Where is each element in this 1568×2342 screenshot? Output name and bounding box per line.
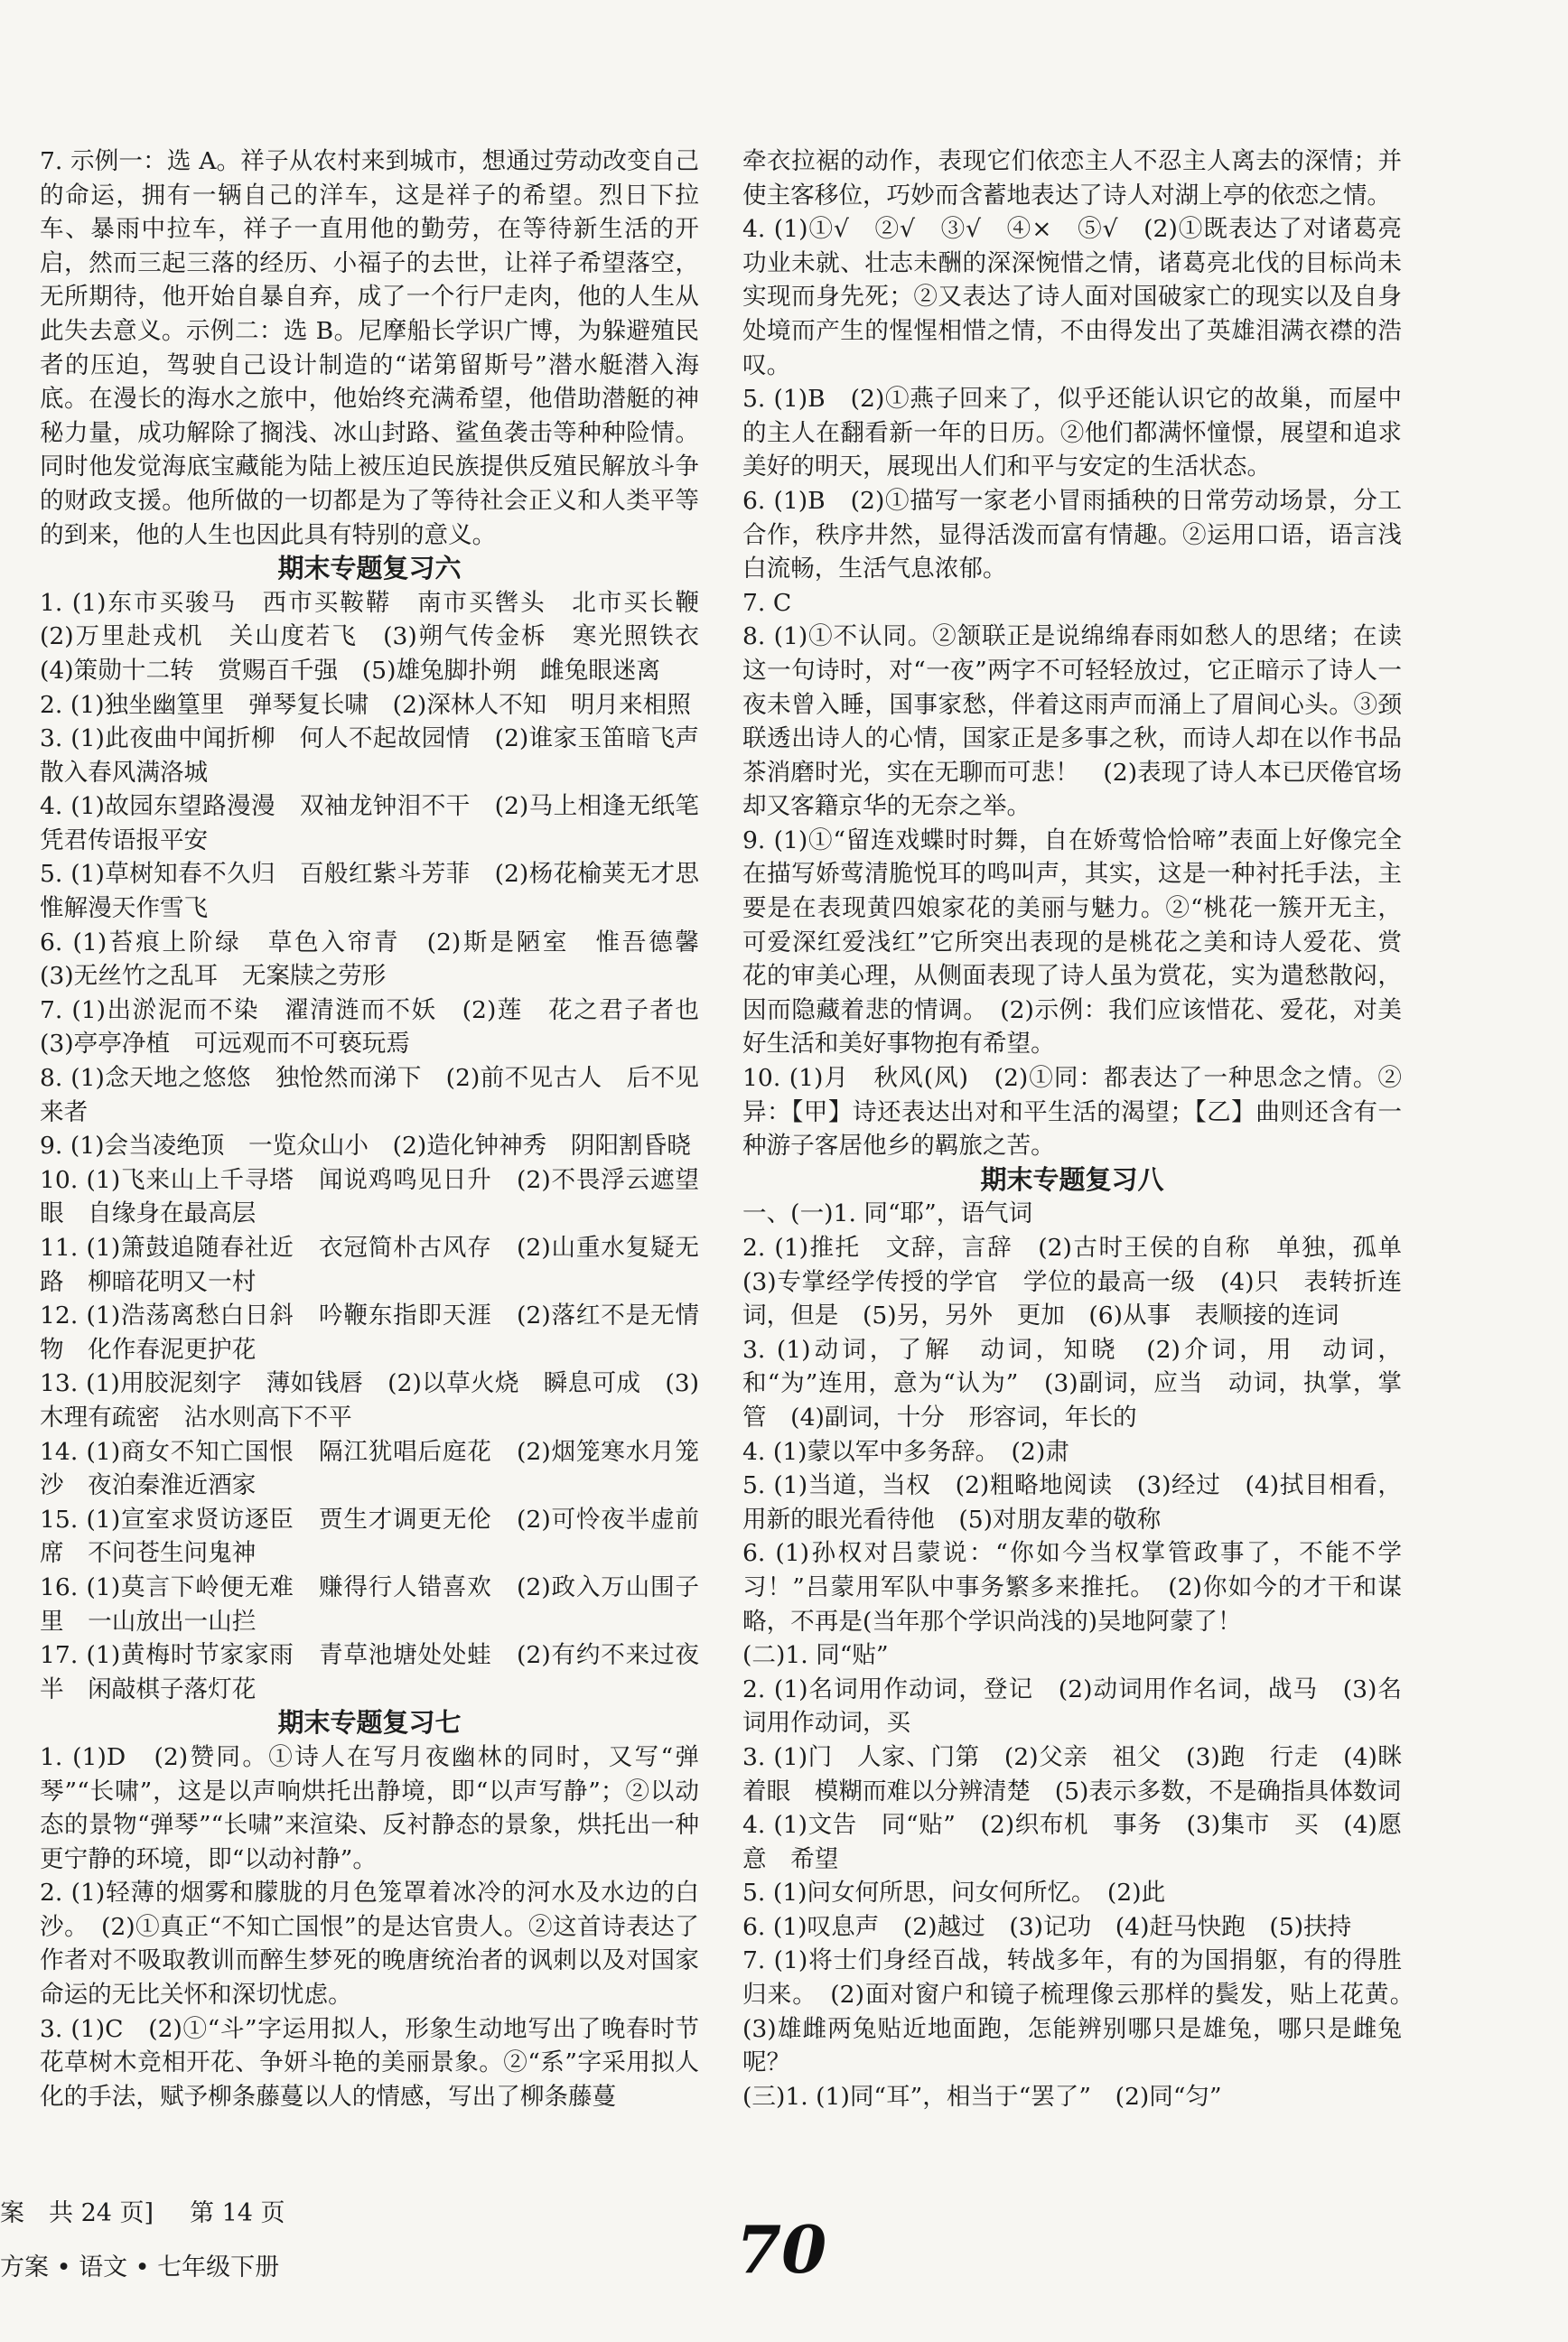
answer-paragraph: 一、(一)1. 同“耶”，语气词 <box>742 1199 1033 1228</box>
answer-paragraph: 2. (1)轻薄的烟雾和朦胧的月色笼罩着冰冷的河水及水边的白沙。 (2)①真正“不知亡国恨”的是达官贵人。②这首诗表达了作者对不吸取教训而醉生梦死的晚唐统治者的讽刺以及对国家命运的无比关怀和深切忧虑。 <box>40 1879 699 2010</box>
answer-paragraph: (三)1. (1)同“耳”，相当于“罢了” (2)同“匀” <box>742 2082 1222 2111</box>
answer-paragraph: 4. (1)文告 同“贴” (2)织布机 事务 (3)集市 买 (4)愿意 希望 <box>742 1811 1402 1873</box>
answer-paragraph: 1. (1)D (2)赞同。①诗人在写月夜幽林的同时，又写“弹琴”“长啸”，这是以声响烘托出静境，即“以声写静”；②以动态的景物“弹琴”“长啸”来渲染、反衬静态的景象，烘托出一种更宁静的环境，即“以动衬静”。 <box>40 1742 699 1873</box>
answer-paragraph: 9. (1)会当凌绝顶 一览众山小 (2)造化钟神秀 阴阳割昏晓 <box>40 1132 691 1161</box>
section-heading: 期末专题复习八 <box>980 1163 1164 1195</box>
answer-paragraph: 14. (1)商女不知亡国恨 隔江犹唱后庭花 (2)烟笼寒水月笼沙 夜泊秦淮近酒家 <box>40 1437 699 1500</box>
section-heading: 期末专题复习七 <box>277 1707 462 1739</box>
answer-paragraph: 1. (1)东市买骏马 西市买鞍鞯 南市买辔头 北市买长鞭 (2)万里赴戎机 关山度若飞 (3)朔气传金柝 寒光照铁衣 (4)策勋十二转 赏赐百千强 (5)雄兔脚扑朔 雌兔眼迷离 <box>40 588 723 685</box>
section-heading: 期末专题复习六 <box>277 553 462 584</box>
footer-page-label: 第 14 页 <box>190 2199 285 2227</box>
answer-paragraph: 4. (1)故园东望路漫漫 双袖龙钟泪不干 (2)马上相逢无纸笔 凭君传语报平安 <box>40 792 723 854</box>
answer-paragraph: 10. (1)飞来山上千寻塔 闻说鸡鸣见日升 (2)不畏浮云遮望眼 自缘身在最高层 <box>40 1165 699 1228</box>
answer-paragraph: 10. (1)月 秋风(风) (2)①同：都表达了一种思念之情。②异：【甲】诗还表达出对和平生活的渴望；【乙】曲则还含有一种游子客居他乡的羁旅之苦。 <box>742 1064 1402 1161</box>
answer-paragraph: 4. (1)蒙以军中多务辞。 (2)肃 <box>742 1437 1069 1466</box>
page-number: 70 <box>736 2211 827 2288</box>
answer-paragraph: 6. (1)B (2)①描写一家老小冒雨插秧的日常劳动场景，分工合作，秩序井然，显得活泼而富有情趣。②运用口语，语言浅白流畅，生活气息浓郁。 <box>742 486 1402 583</box>
answer-paragraph: 9. (1)①“留连戏蝶时时舞，自在娇莺恰恰啼”表面上好像完全在描写娇莺清脆悦耳的鸣叫声，其实，这是一种衬托手法，主要是在表现黄四娘家花的美丽与魅力。②“桃花一簇开无主，可爱深红爱浅红”它所突出表现的是桃花之美和诗人爱花、赏花的审美心理，从侧面表现了诗人虽为赏花，实为遣愁散闷，因而隐藏着悲的情调。 (2)示例：我们应该惜花、爱花，对美好生活和美好事物抱有希望。 <box>742 826 1402 1059</box>
answer-paragraph: 15. (1)宣室求贤访逐臣 贾生才调更无伦 (2)可怜夜半虚前席 不问苍生问鬼神 <box>40 1505 699 1568</box>
answer-paragraph: 7. (1)将士们身经百战，转战多年，有的为国捐躯，有的得胜归来。 (2)面对窗户和镜子梳理像云那样的鬓发，贴上花黄。 (3)雄雌两兔贴近地面跑，怎能辨别哪只是雄兔，哪只是雌兔呢？ <box>742 1946 1426 2077</box>
answer-paragraph: 8. (1)念天地之悠悠 独怆然而涕下 (2)前不见古人 后不见来者 <box>40 1064 699 1126</box>
answer-paragraph: 12. (1)浩荡离愁白日斜 吟鞭东指即天涯 (2)落红不是无情物 化作春泥更护花 <box>40 1302 699 1364</box>
answer-paragraph: 2. (1)推托 文辞，言辞 (2)古时王侯的自称 单独，孤单 (3)专掌经学传授的学官 学位的最高一级 (4)只 表转折连词，但是 (5)另，另外 更加 (6)从事 表顺接的连词 <box>742 1234 1426 1330</box>
answer-paragraph: 8. (1)①不认同。②颔联正是说绵绵春雨如愁人的思绪；在读这一句诗时，对“一夜”两字不可轻轻放过，它正暗示了诗人一夜未曾入睡，国事家愁，伴着这雨声而涌上了眉间心头。③颈联透出诗人的心情，国家正是多事之秋，而诗人却在以作书品茶消磨时光，实在无聊而可悲！ (2)表现了诗人本已厌倦官场却又客籍京华的无奈之举。 <box>742 622 1402 821</box>
answer-paragraph: 16. (1)莫言下岭便无难 赚得行人错喜欢 (2)政入万山围子里 一山放出一山拦 <box>40 1572 699 1636</box>
answer-column-right <box>742 145 1426 2113</box>
answer-paragraph: 6. (1)苔痕上阶绿 草色入帘青 (2)斯是陋室 惟吾德馨 (3)无丝竹之乱耳 无案牍之劳形 <box>40 928 723 991</box>
answer-paragraph: 7. C <box>742 588 792 617</box>
answer-paragraph: 3. (1)C (2)①“斗”字运用拟人，形象生动地写出了晚春时节花草树木竞相开花、争妍斗艳的美丽景象。②“系”字采用拟人化的手法，赋予柳条藤蔓以人的情感，写出了柳条藤蔓 <box>40 2014 699 2111</box>
answer-paragraph: 2. (1)独坐幽篁里 弹琴复长啸 (2)深林人不知 明月来相照 <box>40 690 691 719</box>
answer-paragraph: 牵衣拉裾的动作，表现它们依恋主人不忍主人离去的深情；并使主客移位，巧妙而含蓄地表达了诗人对湖上亭的依恋之情。 <box>742 147 1402 210</box>
answer-paragraph: 6. (1)孙权对吕蒙说：“你如今当权掌管政事了，不能不学习！”吕蒙用军队中事务繁多来推托。 (2)你如今的才干和谋略，不再是(当年那个学识尚浅的)吴地阿蒙了！ <box>742 1539 1402 1636</box>
answer-paragraph: 5. (1)当道，当权 (2)粗略地阅读 (3)经过 (4)拭目相看，用新的眼光看待他 (5)对朋友辈的敬称 <box>742 1471 1402 1534</box>
answer-paragraph: 4. (1)①√ ②√ ③√ ④× ⑤√ (2)①既表达了对诸葛亮功业未就、壮志未酬的深深惋惜之情，诸葛亮北伐的目标尚未实现而身先死；②又表达了诗人面对国破家亡的现实以及自身处境而产生的惺惺相惜之情，不由得发出了英雄泪满衣襟的浩叹。 <box>742 215 1402 379</box>
footer-book-title: 方案 • 语文 • 七年级下册 <box>0 2253 280 2281</box>
answer-paragraph: 17. (1)黄梅时节家家雨 青草池塘处处蛙 (2)有约不来过夜半 闲敲棋子落灯花 <box>40 1641 699 1703</box>
answer-paragraph: 3. (1)动词，了解 动词，知晓 (2)介词，用 动词，和“为”连用，意为“认为” (3)副词，应当 动词，执掌，掌管 (4)副词，十分 形容词，年长的 <box>742 1335 1402 1432</box>
answer-paragraph: 5. (1)草树知春不久归 百般红紫斗芳菲 (2)杨花榆荚无才思 惟解漫天作雪飞 <box>40 860 723 923</box>
answer-paragraph: 7. (1)出淤泥而不染 濯清涟而不妖 (2)莲 花之君子者也 (3)亭亭净植 可远观而不可亵玩焉 <box>40 995 723 1059</box>
answer-paragraph: 2. (1)名词用作动词，登记 (2)动词用作名词，战马 (3)名词用作动词，买 <box>742 1675 1402 1738</box>
answer-paragraph: (二)1. 同“贴” <box>742 1641 889 1670</box>
answer-paragraph: 5. (1)B (2)①燕子回来了，似乎还能认识它的故巢，而屋中的主人在翻看新一年的日历。②他们都满怀憧憬，展望和追求美好的明天，展现出人们和平与安定的生活状态。 <box>742 385 1402 481</box>
answer-paragraph: 11. (1)箫鼓追随春社近 衣冠简朴古风存 (2)山重水复疑无路 柳暗花明又一村 <box>40 1234 699 1296</box>
answer-paragraph: 5. (1)问女何所思，问女何所忆。 (2)此 <box>742 1879 1166 1908</box>
answer-paragraph: 6. (1)叹息声 (2)越过 (3)记功 (4)赶马快跑 (5)扶持 <box>742 1912 1352 1941</box>
answer-paragraph: 3. (1)此夜曲中闻折柳 何人不起故园情 (2)谁家玉笛暗飞声 散入春风满洛城 <box>40 724 723 787</box>
answer-paragraph: 3. (1)门 人家、门第 (2)父亲 祖父 (3)跑 行走 (4)眯着眼 模糊而难以分辨清楚 (5)表示多数，不是确指具体数词 <box>742 1742 1402 1805</box>
answer-column-left <box>40 145 723 2113</box>
footer-total-pages: 案 共 24 页] <box>0 2199 154 2227</box>
answer-paragraph: 13. (1)用胶泥刻字 薄如钱唇 (2)以草火烧 瞬息可成 (3)木理有疏密 沾水则高下不平 <box>40 1369 699 1432</box>
answer-paragraph: 7. 示例一：选 A。祥子从农村来到城市，想通过劳动改变自己的命运，拥有一辆自己的洋车，这是祥子的希望。烈日下拉车、暴雨中拉车，祥子一直用他的勤劳，在等待新生活的开启，然而三起三落的经历、小福子的去世，让祥子希望落空，无所期待，他开始自暴自弃，成了一个行尸走肉，他的人生从此失去意义。示例二：选 B。尼摩船长学识广博，为躲避殖民者的压迫，驾驶自己设计制造的“诺第留斯号”潜水艇潜入海底。在漫长的海水之旅中，他始终充满希望，他借助潜艇的神秘力量，成功解除了搁浅、冰山封路、鲨鱼袭击等种种险情。同时他发觉海底宝藏能为陆上被压迫民族提供反殖民解放斗争的财政支援。他所做的一切都是为了等待社会正义和人类平等的到来，他的人生也因此具有特别的意义。 <box>40 147 699 549</box>
